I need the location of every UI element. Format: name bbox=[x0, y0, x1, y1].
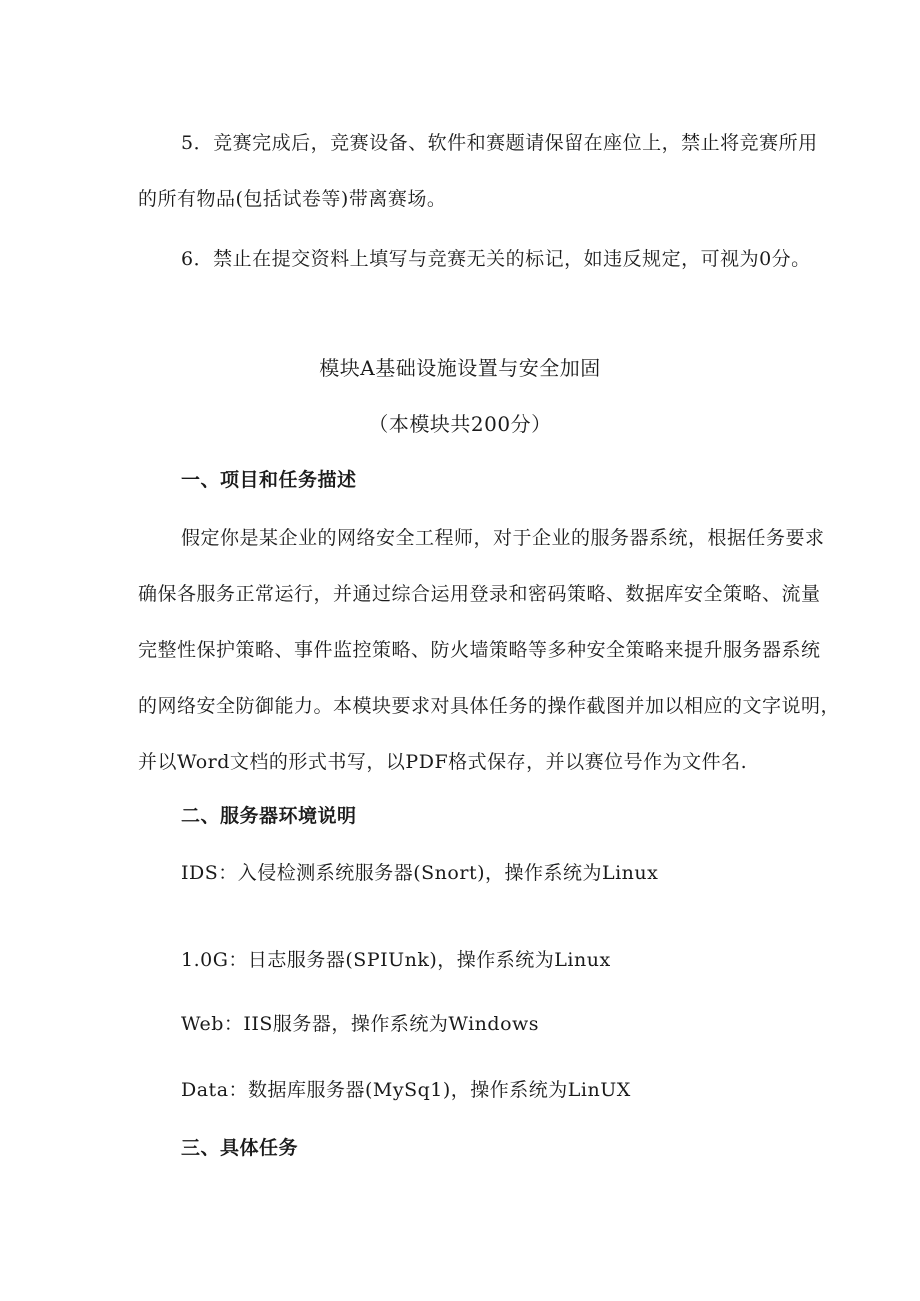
server-item-web: Web：IIS服务器，操作系统为Windows bbox=[181, 1013, 540, 1035]
section-heading-server-environment: 二、服务器环境说明 bbox=[181, 805, 357, 827]
server-item-log: 1.0G：日志服务器(SPIUnk)，操作系统为Linux bbox=[181, 949, 611, 971]
module-subtitle: （本模块共200分） bbox=[368, 412, 552, 436]
paragraph-line: 完整性保护策略、事件监控策略、防火墙策略等多种安全策略来提升服务器系统 bbox=[138, 639, 821, 661]
paragraph-line: 并以Word文档的形式书写，以PDF格式保存，并以赛位号作为文件名. bbox=[138, 751, 748, 773]
rule-item-5-line-1: 5．竞赛完成后，竞赛设备、软件和赛题请保留在座位上，禁止将竞赛所用 bbox=[181, 132, 818, 154]
section-heading-project-description: 一、项目和任务描述 bbox=[181, 469, 357, 491]
rule-item-6: 6．禁止在提交资料上填写与竞赛无关的标记，如违反规定，可视为0分。 bbox=[181, 248, 811, 270]
section-heading-specific-tasks: 三、具体任务 bbox=[181, 1137, 299, 1159]
paragraph-line: 确保各服务正常运行，并通过综合运用登录和密码策略、数据库安全策略、流量 bbox=[138, 583, 821, 605]
paragraph-line: 假定你是某企业的网络安全工程师，对于企业的服务器系统，根据任务要求 bbox=[181, 527, 825, 549]
server-item-data: Data：数据库服务器(MySq1)，操作系统为LinUX bbox=[181, 1079, 631, 1101]
server-item-ids: IDS：入侵检测系统服务器(Snort)，操作系统为Linux bbox=[181, 862, 659, 884]
rule-item-5-line-2: 的所有物品(包括试卷等)带离赛场。 bbox=[138, 188, 447, 210]
paragraph-line: 的网络安全防御能力。本模块要求对具体任务的操作截图并加以相应的文字说明， bbox=[138, 695, 841, 717]
module-title: 模块A基础设施设置与安全加固 bbox=[319, 356, 601, 380]
